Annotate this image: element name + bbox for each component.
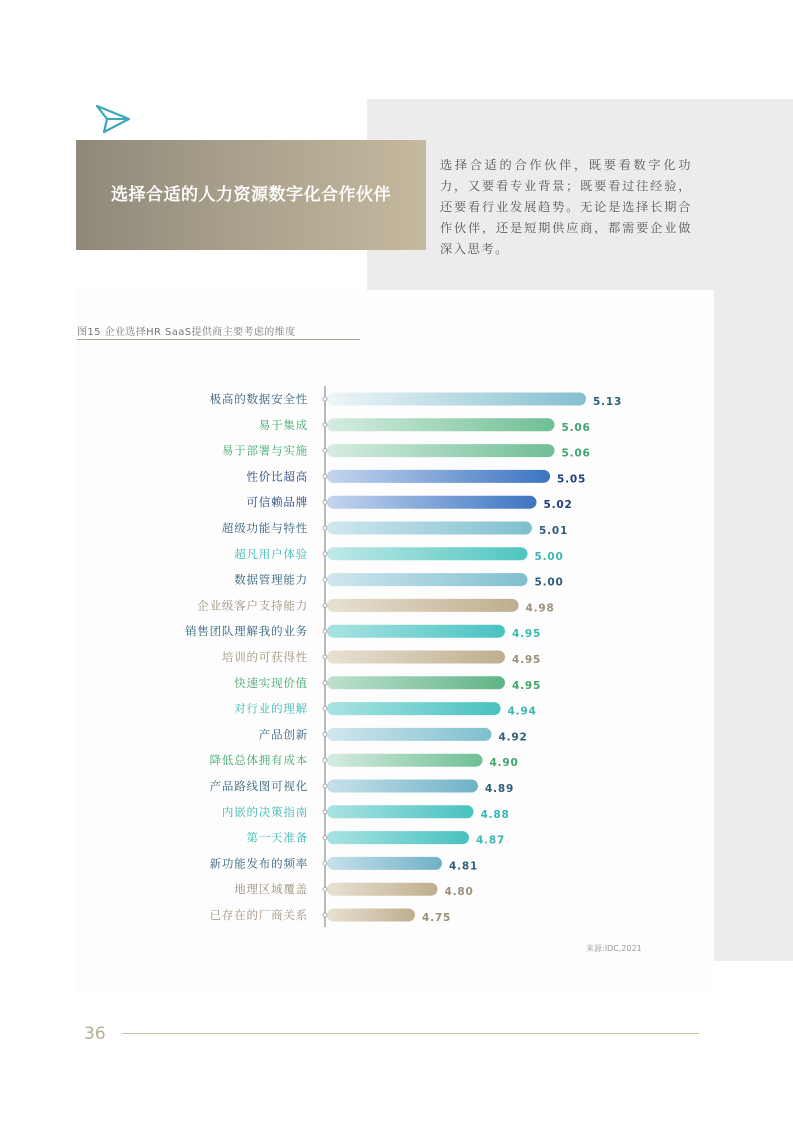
bar-4 bbox=[327, 470, 550, 483]
category-label: 第一天准备 bbox=[246, 830, 308, 845]
category-label: 快速实现价值 bbox=[234, 675, 308, 690]
bar-17 bbox=[327, 805, 474, 818]
figure-caption: 图15 企业选择HR SaaS提供商主要考虑的维度 bbox=[77, 327, 296, 338]
value-label: 5.02 bbox=[543, 499, 573, 512]
category-label: 易于集成 bbox=[258, 417, 308, 432]
bar-6 bbox=[327, 522, 532, 535]
bar-18 bbox=[327, 831, 469, 844]
page-number: 36 bbox=[84, 1024, 106, 1044]
category-label: 降低总体拥有成本 bbox=[209, 753, 308, 768]
value-label: 4.89 bbox=[485, 783, 515, 795]
bar-7 bbox=[327, 547, 528, 560]
category-label: 超凡用户体验 bbox=[234, 546, 308, 561]
bar-9 bbox=[327, 599, 519, 612]
category-label: 销售团队理解我的业务 bbox=[185, 624, 308, 639]
bar-20 bbox=[327, 883, 438, 896]
category-label: 易于部署与实施 bbox=[221, 443, 308, 458]
category-label: 数据管理能力 bbox=[234, 572, 308, 587]
axis-tick-dot bbox=[323, 887, 327, 891]
bar-19 bbox=[327, 857, 442, 870]
category-label: 极高的数据安全性 bbox=[209, 392, 308, 406]
axis-tick-dot bbox=[323, 784, 327, 788]
category-label: 对行业的理解 bbox=[234, 701, 308, 716]
axis-tick-dot bbox=[323, 578, 327, 582]
axis-tick-dot bbox=[323, 732, 327, 736]
axis-tick-dot bbox=[323, 552, 327, 556]
axis-tick-dot bbox=[323, 861, 327, 865]
axis-tick-dot bbox=[323, 758, 327, 762]
value-label: 5.00 bbox=[534, 576, 564, 589]
category-label: 培训的可获得性 bbox=[221, 650, 308, 664]
intro-paragraph: 选择合适的合作伙伴，既要看数字化功力，又要看专业背景；既要看过往经验，还要看行业发展趋势。无论是选择长期合作伙伴，还是短期供应商，都需要企业做深入思考。 bbox=[440, 158, 692, 256]
footer-divider bbox=[122, 1033, 699, 1034]
category-label: 企业级客户支持能力 bbox=[197, 598, 308, 613]
axis-tick-dot bbox=[323, 913, 327, 917]
axis-tick-dot bbox=[323, 603, 327, 607]
category-label: 性价比超高 bbox=[246, 469, 308, 484]
bar-11 bbox=[327, 651, 505, 664]
axis-tick-dot bbox=[323, 423, 327, 427]
axis-tick-dot bbox=[323, 810, 327, 814]
category-label: 已存在的厂商关系 bbox=[209, 908, 308, 922]
axis-tick-dot bbox=[323, 836, 327, 840]
category-label: 新功能发布的频率 bbox=[209, 856, 308, 871]
category-label: 超级功能与特性 bbox=[221, 521, 308, 535]
value-label: 5.01 bbox=[539, 525, 569, 537]
value-label: 4.92 bbox=[498, 731, 528, 744]
value-label: 4.87 bbox=[476, 834, 506, 847]
value-label: 5.05 bbox=[557, 473, 587, 486]
value-label: 5.00 bbox=[534, 550, 564, 563]
value-label: 4.80 bbox=[444, 886, 474, 899]
bar-2 bbox=[327, 418, 555, 431]
category-label: 产品创新 bbox=[258, 727, 308, 742]
axis-tick-dot bbox=[323, 681, 327, 685]
bar-3 bbox=[327, 444, 555, 457]
bar-21 bbox=[327, 909, 415, 922]
axis-tick-dot bbox=[323, 474, 327, 478]
bar-8 bbox=[327, 573, 528, 586]
value-label: 5.06 bbox=[561, 447, 591, 460]
value-label: 4.98 bbox=[525, 602, 555, 615]
bar-14 bbox=[327, 728, 492, 741]
axis-tick-dot bbox=[323, 500, 327, 504]
bar-16 bbox=[327, 780, 478, 793]
value-label: 4.88 bbox=[480, 808, 510, 821]
value-label: 5.13 bbox=[593, 396, 623, 408]
axis-tick-dot bbox=[323, 449, 327, 453]
category-label: 可信赖品牌 bbox=[246, 495, 308, 510]
section-title: 选择合适的人力资源数字化合作伙伴 bbox=[111, 185, 391, 205]
axis-tick-dot bbox=[323, 707, 327, 711]
category-label: 产品路线图可视化 bbox=[209, 779, 308, 793]
category-label: 内嵌的决策指南 bbox=[221, 804, 308, 819]
bar-5 bbox=[327, 496, 537, 509]
figure-source: 来源:IDC,2021 bbox=[586, 944, 642, 953]
value-label: 4.81 bbox=[449, 860, 479, 873]
bar-15 bbox=[327, 754, 483, 767]
axis-tick-dot bbox=[323, 655, 327, 659]
value-label: 4.95 bbox=[512, 628, 542, 641]
value-label: 4.95 bbox=[512, 654, 542, 666]
bar-13 bbox=[327, 702, 501, 715]
axis-tick-dot bbox=[323, 629, 327, 633]
value-label: 4.90 bbox=[489, 757, 519, 770]
value-label: 4.75 bbox=[422, 912, 452, 924]
category-label: 地理区域覆盖 bbox=[234, 882, 308, 897]
bar-1 bbox=[327, 393, 586, 406]
value-label: 4.95 bbox=[512, 679, 542, 692]
bar-12 bbox=[327, 676, 505, 689]
value-label: 4.94 bbox=[507, 705, 537, 718]
bar-10 bbox=[327, 625, 505, 638]
axis-tick-dot bbox=[323, 397, 327, 401]
axis-tick-dot bbox=[323, 526, 327, 530]
value-label: 5.06 bbox=[561, 421, 591, 434]
